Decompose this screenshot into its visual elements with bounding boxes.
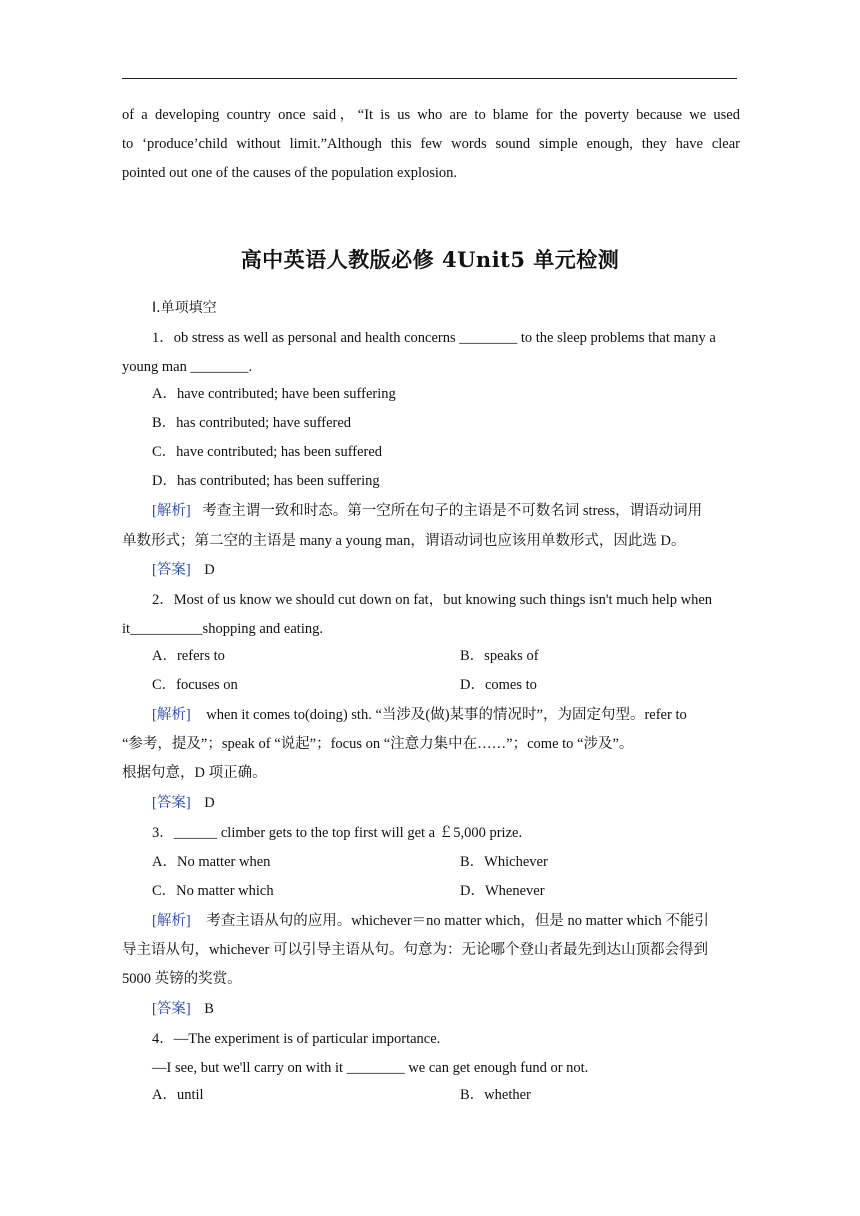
question-3-stem: 3．______ climber gets to the top first will get a ￡5,000 prize. xyxy=(152,825,523,841)
intro-line: pointed out one of the causes of the population explosion. xyxy=(122,165,458,181)
analysis-tag: [解析] xyxy=(152,503,191,519)
question-2-option-c: C．focuses on xyxy=(152,677,238,693)
intro-line: of a developing country once said，“It is us who are to blame for the poverty because we used xyxy=(122,107,740,123)
question-4-option-a: A．until xyxy=(152,1087,204,1103)
question-1-analysis: 单数形式；第二空的主语是 many a young man，谓语动词也应该用单数形式，因此选 D。 xyxy=(122,533,686,549)
question-4-option-b: B．whether xyxy=(460,1087,531,1103)
analysis-text: 考查主谓一致和时态。第一空所在句子的主语是不可数名词 stress，谓语动词用 xyxy=(202,503,703,519)
question-3-option-a: A．No matter when xyxy=(152,854,271,870)
question-1-stem: 1．ob stress as well as personal and health concerns ________ to the sleep problems that many a xyxy=(152,330,716,346)
answer-value: B xyxy=(204,1001,214,1017)
question-2-stem: it__________shopping and eating. xyxy=(122,621,323,637)
question-1-answer xyxy=(152,560,770,580)
question-1-analysis xyxy=(152,501,740,521)
answer-tag: [答案] xyxy=(152,1001,191,1017)
question-1-option-b: B．has contributed; have suffered xyxy=(152,415,352,431)
question-2-option-a: A．refers to xyxy=(152,648,225,664)
question-2-option-d: D．comes to xyxy=(460,677,537,693)
answer-tag: [答案] xyxy=(152,562,191,578)
question-3-option-d: D．Whenever xyxy=(460,883,545,899)
question-1-stem: young man ________. xyxy=(122,359,253,375)
analysis-tag: [解析] xyxy=(152,707,191,723)
question-3-analysis xyxy=(152,911,740,931)
analysis-tag: [解析] xyxy=(152,913,191,929)
question-2-analysis xyxy=(152,705,740,725)
analysis-text: when it comes to(doing) sth. “当涉及(做)某事的情况时”，为固定句型。refer to xyxy=(206,707,687,723)
question-3-answer xyxy=(152,999,770,1019)
question-1-option-d: D．has contributed; has been suffering xyxy=(152,473,380,489)
header-rule xyxy=(122,78,737,79)
question-3-option-c: C．No matter which xyxy=(152,883,274,899)
question-3-option-b: B．Whichever xyxy=(460,854,548,870)
question-2-answer xyxy=(152,793,770,813)
question-1-option-a: A．have contributed; have been suffering xyxy=(152,386,396,402)
question-2-analysis: “参考，提及”；speak of “说起”；focus on “注意力集中在……”；come to “涉及”。 xyxy=(122,736,634,752)
answer-tag: [答案] xyxy=(152,795,191,811)
question-4-stem: —I see, but we'll carry on with it ________ we can get enough fund or not. xyxy=(152,1060,589,1076)
question-1-option-c: C．have contributed; has been suffered xyxy=(152,444,383,460)
question-2-analysis: 根据句意，D 项正确。 xyxy=(122,765,267,781)
answer-value: D xyxy=(204,795,215,811)
analysis-text: 考查主语从句的应用。whichever＝no matter which，但是 no matter which 不能引 xyxy=(206,913,709,929)
question-3-analysis: 5000 英镑的奖赏。 xyxy=(122,971,242,987)
page-title: 高中英语人教版必修 4Unit5 单元检测 xyxy=(240,247,620,272)
question-4-stem: 4．—The experiment is of particular importance. xyxy=(152,1031,441,1047)
question-2-stem: 2．Most of us know we should cut down on fat，but knowing such things isn't much help when xyxy=(152,592,713,608)
section-heading: Ⅰ.单项填空 xyxy=(152,300,217,316)
question-3-analysis: 导主语从句，whichever 可以引导主语从句。句意为：无论哪个登山者最先到达山顶都会得到 xyxy=(122,942,709,958)
answer-value: D xyxy=(204,562,215,578)
question-2-option-b: B．speaks of xyxy=(460,648,539,664)
intro-line: to ‘produce’child without limit.”Although this few words sound simple enough, they have clear xyxy=(122,136,740,152)
